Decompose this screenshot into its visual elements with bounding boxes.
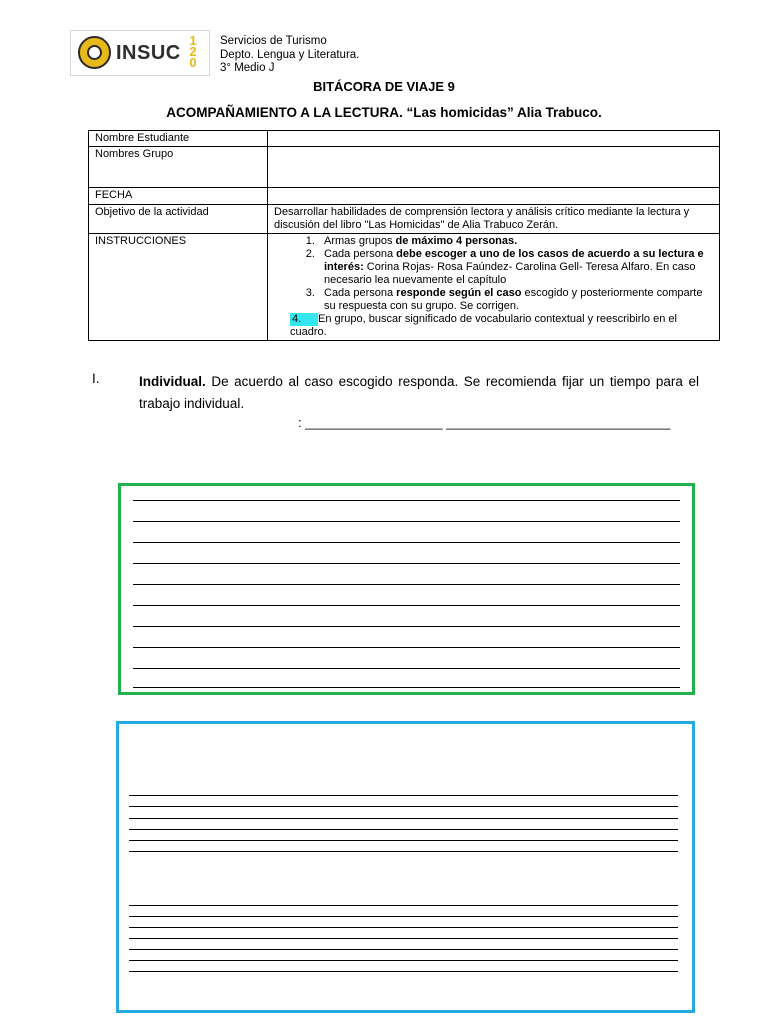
logo-digit: 2 — [189, 44, 197, 59]
page-title: BITÁCORA DE VIAJE 9 — [313, 79, 455, 94]
writing-line — [133, 605, 680, 606]
writing-line — [133, 584, 680, 585]
objective-label: Objetivo de la actividad — [89, 205, 268, 234]
writing-line — [129, 971, 678, 972]
group-names-label: Nombres Grupo — [89, 147, 268, 188]
logo-text: INSUC — [116, 42, 181, 64]
answer-blank-line[interactable]: : ___________________ _______________________________ — [298, 415, 671, 430]
writing-line — [129, 960, 678, 961]
school-header — [220, 35, 359, 76]
writing-line — [129, 938, 678, 939]
vocabulary-answer-box[interactable] — [116, 721, 695, 1013]
logo-number-stack — [184, 35, 202, 68]
student-name-label: Nombre Estudiante — [89, 131, 268, 147]
logo-number — [184, 35, 202, 68]
writing-line — [133, 647, 680, 648]
writing-line — [133, 542, 680, 543]
writing-line — [129, 806, 678, 807]
header-line-2: Depto. Lengua y Literatura. — [220, 48, 360, 61]
writing-line — [133, 521, 680, 522]
page-subtitle: ACOMPAÑAMIENTO A LA LECTURA. “Las homicidas” Alia Trabuco. — [166, 105, 602, 120]
instruction-item: 3. Cada persona responde según el caso escogido y posteriormente comparte su respuesta con su grupo. Se corrigen. — [318, 287, 713, 313]
instructions-list — [274, 235, 713, 339]
instructions-cell — [268, 234, 720, 341]
table-row — [89, 234, 720, 341]
writing-line — [133, 500, 680, 501]
table-row — [89, 147, 720, 188]
instruction-item: 1. Armas grupos de máximo 4 personas. — [318, 235, 713, 248]
writing-line — [129, 949, 678, 950]
instructions-label: INSTRUCCIONES — [89, 234, 268, 341]
table-row — [89, 131, 720, 147]
group-names-field[interactable] — [268, 147, 720, 188]
writing-line — [129, 916, 678, 917]
writing-line — [129, 905, 678, 906]
writing-line — [133, 668, 680, 669]
logo-digit: 1 — [189, 33, 197, 48]
writing-line — [129, 840, 678, 841]
writing-line — [129, 927, 678, 928]
logo-digit: 0 — [189, 55, 197, 70]
header-line-3: 3° Medio J — [220, 62, 275, 74]
instruction-item-highlighted: 4. En grupo, buscar significado de vocabulario contextual y reescribirlo en el cuadro. — [290, 313, 677, 338]
instruction-number-highlight: 4. — [290, 313, 318, 326]
individual-answer-box[interactable] — [118, 483, 695, 695]
writing-line — [129, 851, 678, 852]
date-label: FECHA — [89, 188, 268, 205]
seal-inner — [87, 45, 102, 60]
writing-line — [129, 818, 678, 819]
writing-line — [133, 687, 680, 688]
section-numeral: I. — [92, 371, 100, 386]
seal-icon — [78, 36, 111, 69]
school-logo — [70, 30, 210, 76]
writing-line — [129, 829, 678, 830]
table-row — [89, 188, 720, 205]
activity-table — [88, 130, 720, 341]
header-line-1: Servicios de Turismo — [220, 35, 327, 47]
table-row — [89, 205, 720, 234]
writing-line — [133, 626, 680, 627]
writing-line — [133, 563, 680, 564]
objective-text: Desarrollar habilidades de comprensión lectora y análisis crítico mediante la lectura y discusión del libro "Las Homicidas" de Alia Trabuco Zerán. — [268, 205, 720, 234]
writing-line — [129, 795, 678, 796]
student-name-field[interactable] — [268, 131, 720, 147]
section-instructions: Individual. De acuerdo al caso escogido responda. Se recomienda fijar un tiempo para el trabajo individual. — [139, 374, 699, 411]
instruction-item: 2. Cada persona debe escoger a uno de los casos de acuerdo a su lectura e interés: Corina Rojas- Rosa Faúndez- Carolina Gell- Teresa Alfaro. En caso necesario lea nuevamente el capítulo — [318, 248, 713, 287]
date-field[interactable] — [268, 188, 720, 205]
